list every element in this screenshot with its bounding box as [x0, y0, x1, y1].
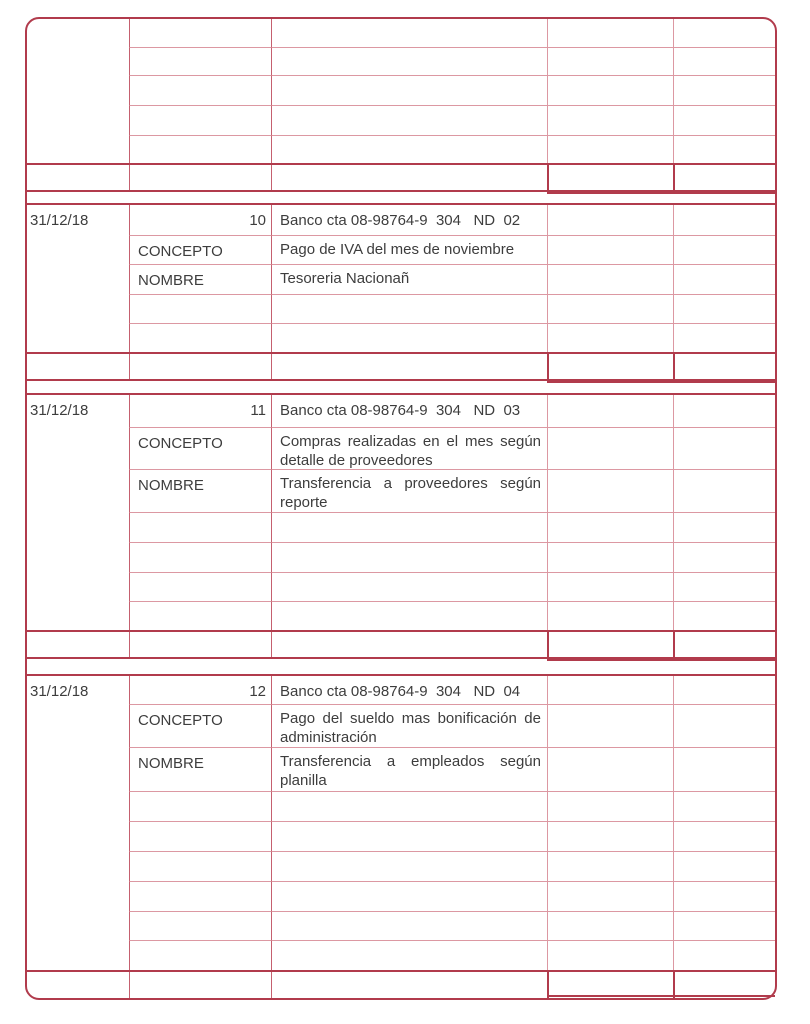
debit-cell — [547, 236, 673, 265]
total-label-cell — [129, 354, 271, 379]
concepto-label: CONCEPTO — [129, 705, 271, 748]
empty-cell — [673, 324, 775, 352]
empty-cell — [271, 76, 547, 106]
empty-cell — [129, 882, 271, 912]
empty-cell — [547, 136, 673, 163]
debit-cell — [547, 748, 673, 792]
empty-cell — [547, 882, 673, 912]
debit-cell — [547, 470, 673, 513]
total-label-cell — [129, 165, 271, 190]
credit-cell — [673, 265, 775, 295]
empty-cell — [673, 136, 775, 163]
date-cell: 31/12/18 — [30, 402, 89, 419]
total-date-cell — [27, 354, 129, 379]
credit-cell — [673, 676, 775, 705]
credit-cell — [673, 470, 775, 513]
empty-cell — [129, 941, 271, 970]
total-debit-cell — [547, 354, 673, 379]
empty-cell — [271, 573, 547, 602]
empty-cell — [673, 941, 775, 970]
empty-cell — [271, 19, 547, 48]
entry-block-10 — [27, 205, 775, 352]
debit-cell — [547, 676, 673, 705]
empty-cell — [547, 19, 673, 48]
empty-cell — [129, 324, 271, 352]
date-cell — [27, 19, 129, 163]
empty-cell — [673, 882, 775, 912]
total-credit-cell — [673, 972, 775, 998]
debit-cell — [547, 395, 673, 428]
empty-cell — [271, 324, 547, 352]
empty-cell — [129, 48, 271, 76]
ledger-page — [25, 17, 777, 1000]
block-separator — [27, 659, 775, 676]
debit-cell — [547, 265, 673, 295]
entry-number-cell: 12 — [129, 676, 271, 705]
concepto-label: CONCEPTO — [129, 428, 271, 470]
total-label-cell — [129, 632, 271, 657]
empty-cell — [547, 941, 673, 970]
empty-cell — [271, 882, 547, 912]
empty-cell — [271, 852, 547, 882]
block-separator — [27, 381, 775, 395]
empty-cell — [673, 792, 775, 822]
credit-cell — [673, 205, 775, 236]
nombre-text: Transferencia a proveedores según reporte — [271, 470, 547, 513]
empty-cell — [271, 822, 547, 852]
empty-cell — [129, 792, 271, 822]
empty-cell — [547, 602, 673, 630]
empty-cell — [271, 106, 547, 136]
empty-cell — [271, 792, 547, 822]
empty-cell — [673, 912, 775, 941]
empty-cell — [129, 76, 271, 106]
total-credit-cell — [673, 632, 775, 657]
empty-cell — [673, 852, 775, 882]
total-debit-cell — [547, 972, 673, 998]
empty-cell — [129, 136, 271, 163]
nombre-text: Transferencia a empleados según planilla — [271, 748, 547, 792]
empty-cell — [547, 106, 673, 136]
empty-cell — [129, 106, 271, 136]
total-debit-cell — [547, 165, 673, 190]
total-label-cell — [129, 972, 271, 998]
empty-cell — [547, 48, 673, 76]
empty-cell — [547, 792, 673, 822]
total-desc-cell — [271, 632, 547, 657]
entry-header-cell: Banco cta 08-98764-9 304 ND 02 — [271, 205, 547, 236]
credit-cell — [673, 705, 775, 748]
empty-cell — [129, 573, 271, 602]
empty-cell — [673, 543, 775, 573]
credit-cell — [673, 428, 775, 470]
empty-cell — [271, 295, 547, 324]
empty-cell — [129, 513, 271, 543]
empty-cell — [547, 912, 673, 941]
empty-cell — [673, 19, 775, 48]
entry-block-11 — [27, 395, 775, 630]
empty-cell — [547, 822, 673, 852]
empty-cell — [271, 543, 547, 573]
total-credit-cell — [673, 165, 775, 190]
empty-cell — [129, 852, 271, 882]
empty-cell — [673, 573, 775, 602]
total-date-cell — [27, 972, 129, 998]
debit-cell — [547, 428, 673, 470]
empty-cell — [271, 136, 547, 163]
empty-cell — [129, 912, 271, 941]
empty-cell — [673, 822, 775, 852]
empty-cell — [129, 602, 271, 630]
empty-cell — [673, 513, 775, 543]
total-debit-cell — [547, 632, 673, 657]
empty-cell — [271, 941, 547, 970]
nombre-label: NOMBRE — [129, 748, 271, 792]
credit-cell — [673, 236, 775, 265]
total-row — [27, 970, 775, 998]
top-entry-block — [27, 19, 775, 163]
empty-cell — [673, 602, 775, 630]
empty-cell — [271, 602, 547, 630]
entry-block-12 — [27, 676, 775, 970]
credit-cell — [673, 395, 775, 428]
debit-cell — [547, 705, 673, 748]
total-row — [27, 163, 775, 192]
empty-cell — [129, 19, 271, 48]
empty-cell — [271, 48, 547, 76]
date-cell: 31/12/18 — [30, 683, 89, 700]
total-row — [27, 630, 775, 659]
total-date-cell — [27, 632, 129, 657]
nombre-text: Tesoreria Nacionañ — [271, 265, 547, 295]
entry-header-cell: Banco cta 08-98764-9 304 ND 04 — [271, 676, 547, 705]
total-credit-cell — [673, 354, 775, 379]
empty-cell — [547, 852, 673, 882]
empty-cell — [547, 324, 673, 352]
entry-number-cell: 10 — [129, 205, 271, 236]
empty-cell — [129, 543, 271, 573]
concepto-text: Pago del sueldo mas bonificación de administración — [271, 705, 547, 748]
empty-cell — [547, 513, 673, 543]
total-desc-cell — [271, 165, 547, 190]
concepto-text: Pago de IVA del mes de noviembre — [271, 236, 547, 265]
total-desc-cell — [271, 972, 547, 998]
concepto-text: Compras realizadas en el mes según detalle de proveedores — [271, 428, 547, 470]
concepto-label: CONCEPTO — [129, 236, 271, 265]
nombre-label: NOMBRE — [129, 470, 271, 513]
empty-cell — [547, 295, 673, 324]
empty-cell — [673, 106, 775, 136]
empty-cell — [673, 76, 775, 106]
total-row — [27, 352, 775, 381]
empty-cell — [547, 543, 673, 573]
date-cell: 31/12/18 — [30, 212, 89, 229]
credit-cell — [673, 748, 775, 792]
empty-cell — [547, 76, 673, 106]
empty-cell — [129, 295, 271, 324]
empty-cell — [271, 912, 547, 941]
empty-cell — [129, 822, 271, 852]
empty-cell — [547, 573, 673, 602]
nombre-label: NOMBRE — [129, 265, 271, 295]
empty-cell — [271, 513, 547, 543]
empty-cell — [673, 48, 775, 76]
total-desc-cell — [271, 354, 547, 379]
entry-header-cell: Banco cta 08-98764-9 304 ND 03 — [271, 395, 547, 428]
debit-cell — [547, 205, 673, 236]
total-date-cell — [27, 165, 129, 190]
entry-number-cell: 11 — [129, 395, 271, 428]
empty-cell — [673, 295, 775, 324]
